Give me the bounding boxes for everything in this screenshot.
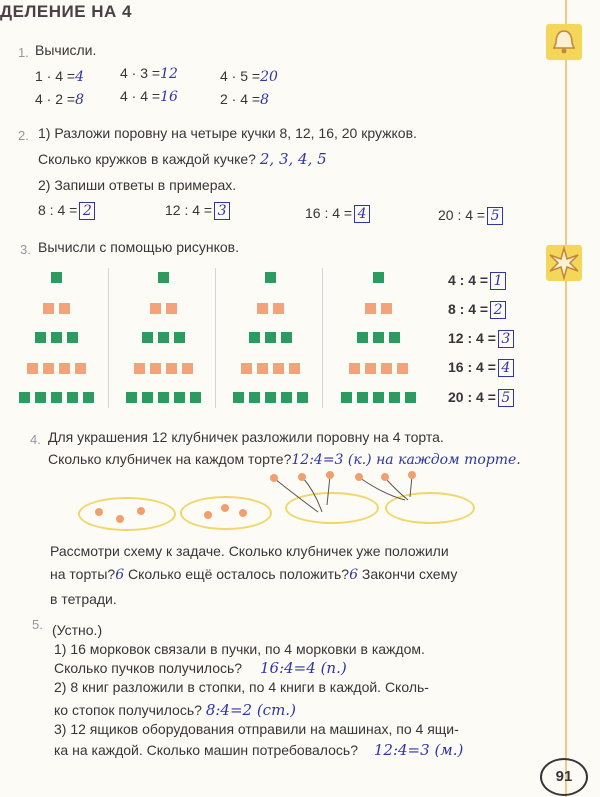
task-number: 1. [18, 45, 29, 60]
question: ко стопок получилось? 8:4=2 (ст.) [54, 701, 296, 719]
task-label: (Устно.) [52, 622, 103, 638]
question: 2) 8 книг разложили в стопки, по 4 книги в каждой. Сколь- [54, 679, 429, 695]
task-text: Сколько кружков в каждой кучке? 2, 3, 4, 5 [38, 150, 327, 168]
task-number: 5. [32, 617, 43, 632]
task-text: Сколько клубничек на каждом торте?12:4=3 (к.) на каждом торте. [48, 451, 521, 468]
strawberry [355, 473, 363, 481]
example: 4 · 5 =20 [220, 68, 278, 85]
example: 12 : 4 = 3 [165, 202, 230, 220]
example: 4 · 4 =16 [120, 88, 178, 105]
example: 16 : 4 = 4 [448, 359, 514, 377]
question: 1) 16 морковок связали в пучки, по 4 морковки в каждом. [54, 641, 425, 657]
example: 16 : 4 = 4 [305, 205, 370, 223]
strawberry [381, 473, 389, 481]
example: 12 : 4 = 3 [448, 330, 514, 348]
example: 8 : 4 = 2 [448, 301, 506, 319]
task-number: 2. [18, 128, 29, 143]
task-text: Рассмотри схему к задаче. Сколько клубничек уже положили [50, 543, 449, 559]
example: 8 : 4 = 2 [38, 202, 95, 220]
task-text: Для украшения 12 клубничек разложили поровну на 4 торта. [48, 429, 444, 445]
strawberry [298, 473, 306, 481]
example: 1 · 4 =4 [35, 68, 85, 85]
task-number: 3. [20, 242, 31, 257]
example: 4 · 2 =8 [35, 91, 85, 108]
task-text: на торты?6 Сколько ещё осталось положить?6 Закончи схему [50, 566, 458, 583]
example: 20 : 4 = 5 [438, 207, 503, 225]
strawberry [408, 471, 416, 479]
task-text: 1) Разложи поровну на четыре кучки 8, 12, 16, 20 кружков. [38, 125, 417, 141]
task-label: Вычисли. [35, 42, 97, 58]
example: 2 · 4 =8 [220, 91, 270, 108]
strawberry [270, 474, 278, 482]
page-title: ДЕЛЕНИЕ НА 4 [0, 2, 133, 21]
task-label: Вычисли с помощью рисунков. [38, 239, 239, 255]
task-text: 2) Запиши ответы в примерах. [38, 177, 237, 193]
question: 3) 12 ящиков оборудования отправили на машинах, по 4 ящи- [54, 721, 459, 737]
page-number-badge: 91 [540, 758, 588, 796]
example: 4 : 4 = 1 [448, 272, 506, 290]
strawberry [326, 471, 334, 479]
example: 4 · 3 =12 [120, 65, 178, 82]
task-text: в тетради. [50, 591, 117, 607]
example: 20 : 4 = 5 [448, 389, 514, 407]
task-number: 4. [30, 432, 41, 447]
question: Сколько пучков получилось? 16:4=4 (п.) [54, 659, 347, 677]
question: ка на каждой. Сколько машин потребовалось? 12:4=3 (м.) [54, 741, 464, 759]
